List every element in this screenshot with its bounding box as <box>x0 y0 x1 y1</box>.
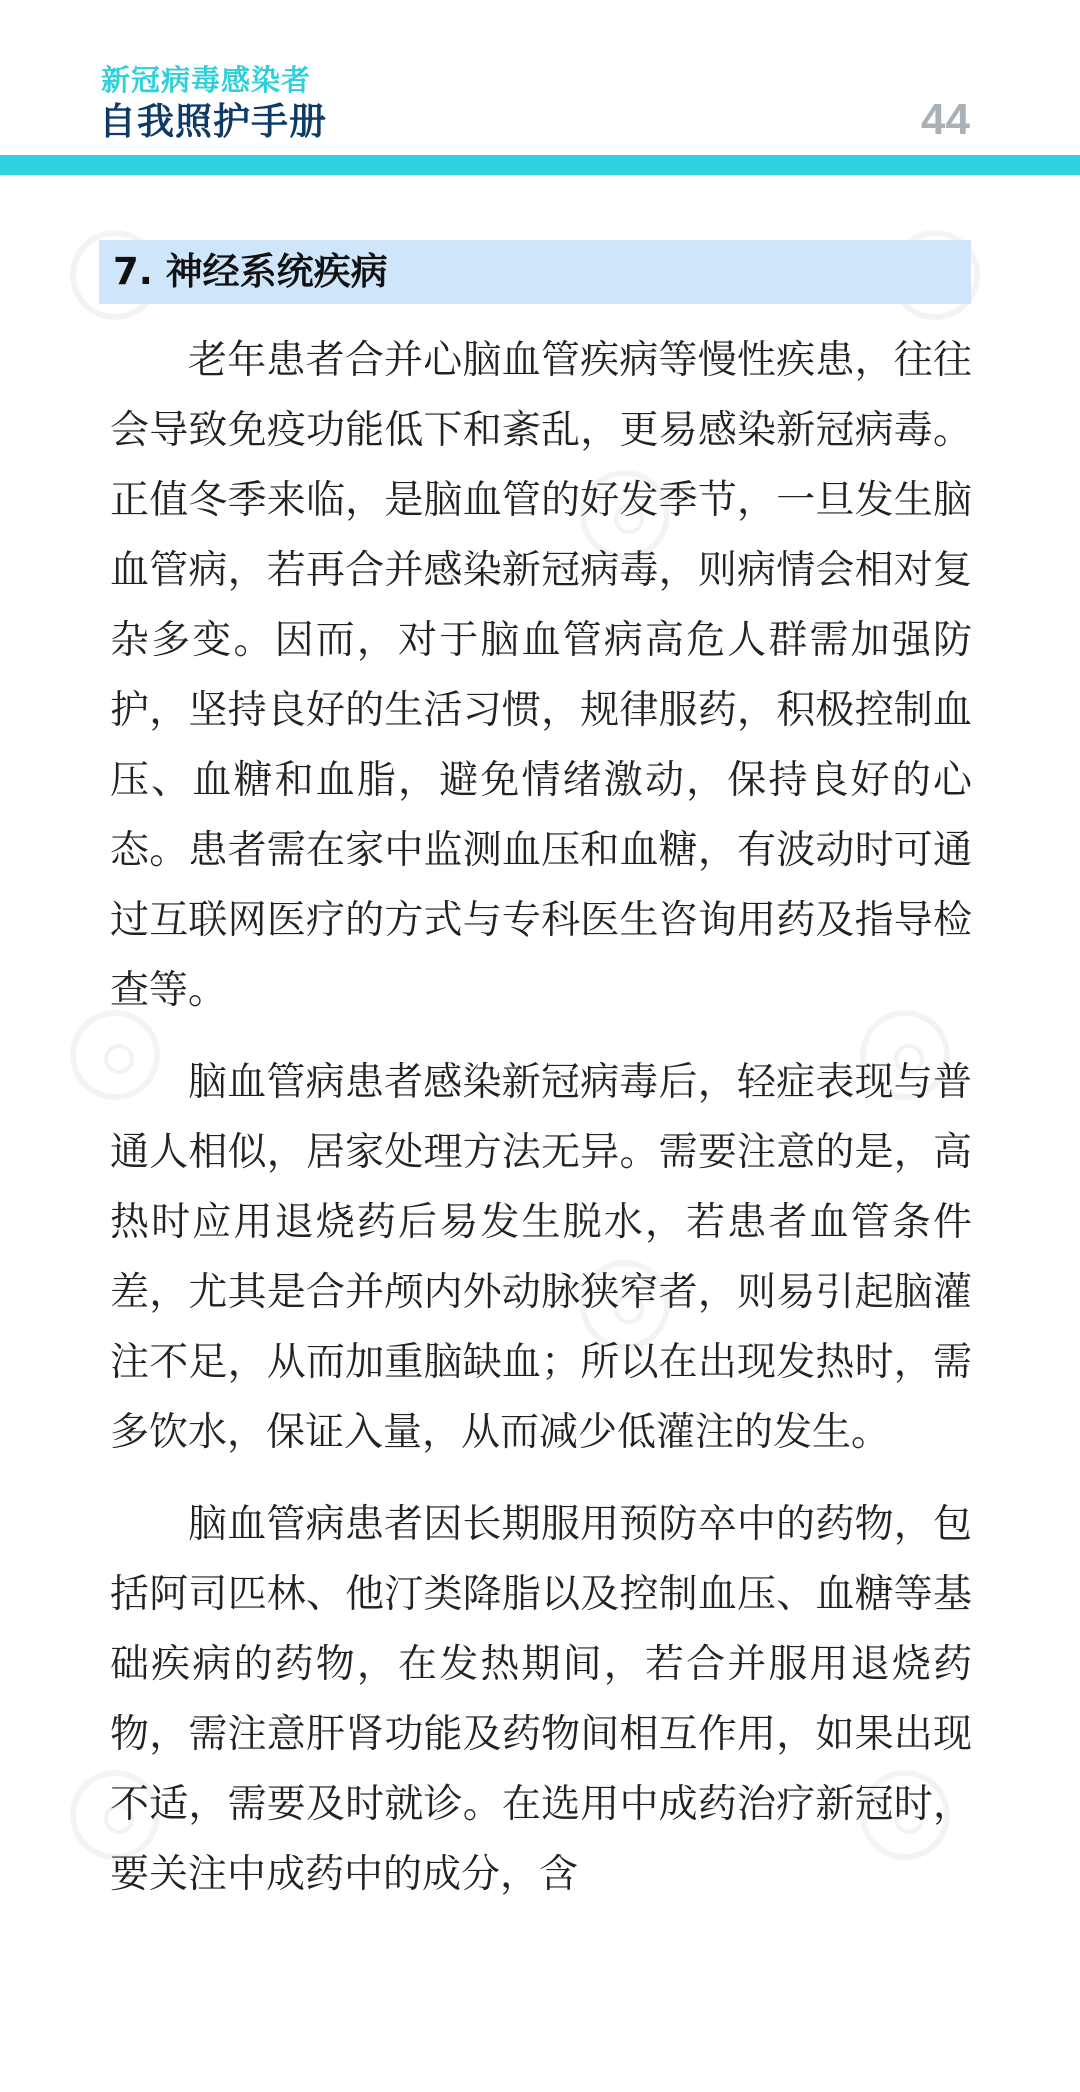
handbook-subtitle: 新冠病毒感染者 <box>101 63 312 97</box>
section-heading <box>99 240 971 304</box>
paragraph-1: 老年患者合并心脑血管疾病等慢性疾患，往往会导致免疫功能低下和紊乱，更易感染新冠病毒。正值冬季来临，是脑血管的好发季节，一旦发生脑血管病，若再合并感染新冠病毒，则病情会相对复杂多变。因而，对于脑血管病高危人群需加强防护，坚持良好的生活习惯，规律服药，积极控制血压、血糖和血脂，避免情绪激动，保持良好的心态。患者需在家中监测血压和血糖，有波动时可通过互联网医疗的方式与专科医生咨询用药及指导检查等。 <box>110 338 972 1013</box>
paragraph-2: 脑血管病患者感染新冠病毒后，轻症表现与普通人相似，居家处理方法无异。需要注意的是，高热时应用退烧药后易发生脱水，若患者血管条件差，尤其是合并颅内外动脉狭窄者，则易引起脑灌注不足，从而加重脑缺血；所以在出现发热时，需多饮水，保证入量，从而减少低灌注的发生。 <box>110 1060 972 1455</box>
header-accent-bar <box>0 155 1080 175</box>
paragraph-3: 脑血管病患者因长期服用预防卒中的药物，包括阿司匹林、他汀类降脂以及控制血压、血糖等基础疾病的药物，在发热期间，若合并服用退烧药物，需注意肝肾功能及药物间相互作用，如果出现不适，需要及时就诊。在选用中成药治疗新冠时，要关注中成药中的成分，含 <box>110 1502 972 1897</box>
section-body <box>110 326 972 1932</box>
section-heading-text: 7. 神经系统疾病 <box>113 250 388 293</box>
handbook-title: 自我照护手册 <box>99 100 327 143</box>
page-header <box>0 0 1080 175</box>
page-number: 44 <box>921 95 970 144</box>
